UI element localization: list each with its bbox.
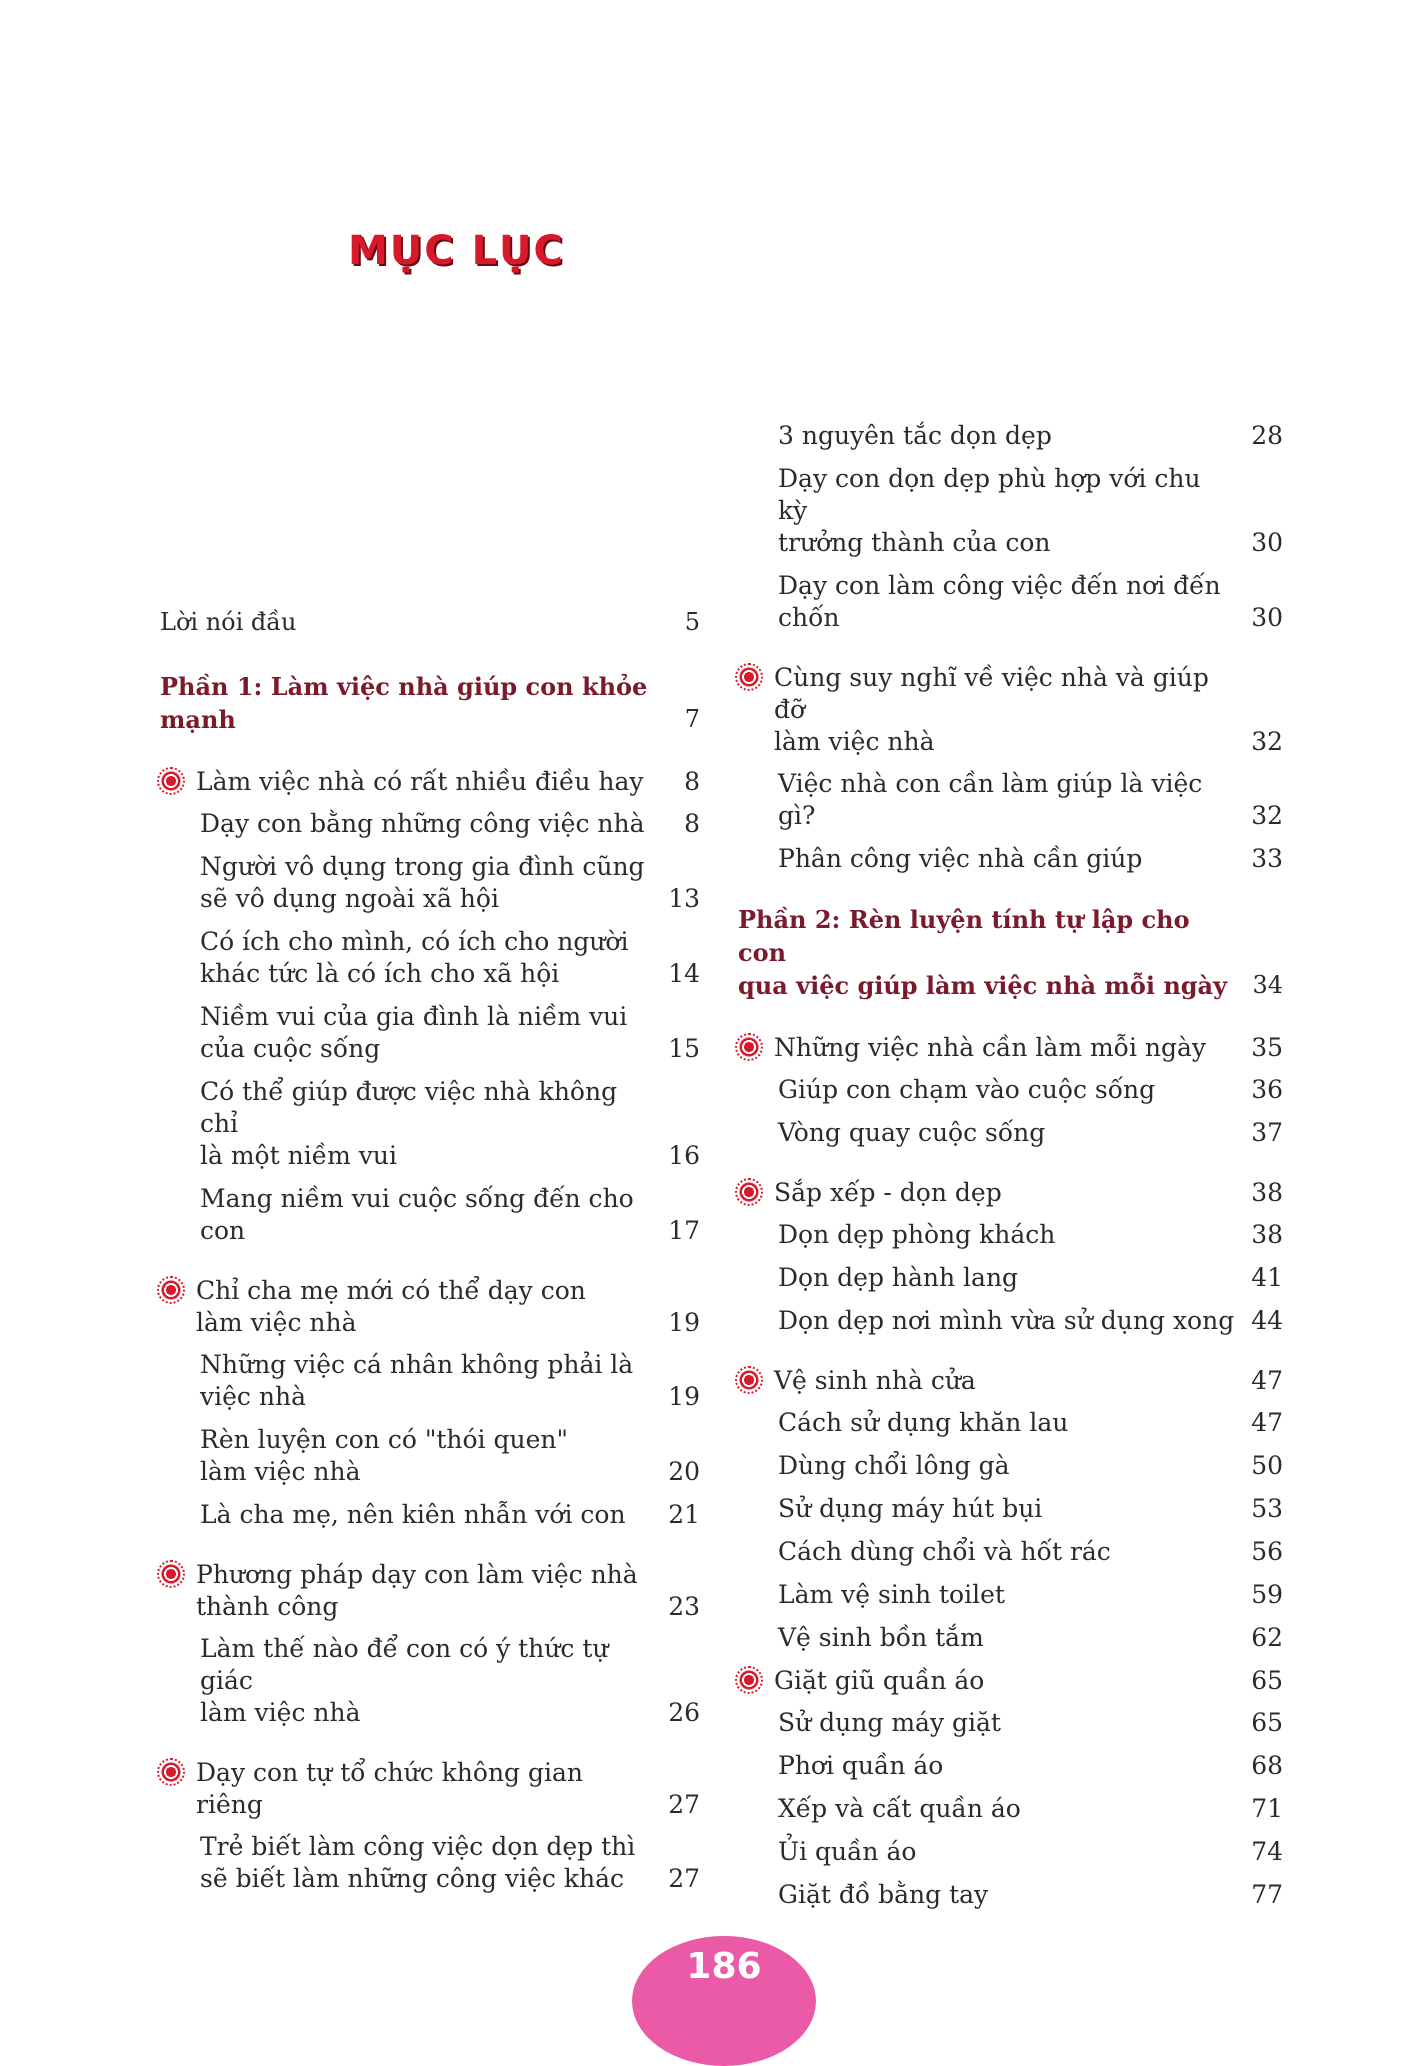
toc-entry-page: 62 xyxy=(1251,1623,1283,1652)
page-number: 186 xyxy=(686,1946,762,1987)
toc-entry-title: Dọn dẹp hành lang xyxy=(778,1263,1019,1292)
toc-entry-sub xyxy=(160,1633,700,1729)
toc-entry-sub xyxy=(738,843,1283,875)
toc-entry-title: Phơi quần áo xyxy=(778,1751,944,1780)
toc-entry-page: 35 xyxy=(1251,1033,1283,1062)
toc-entry-sub xyxy=(160,1424,700,1488)
toc-entry-page: 77 xyxy=(1251,1880,1283,1909)
toc-entry-title: Vệ sinh bồn tắm xyxy=(778,1623,984,1652)
toc-entry-sub xyxy=(738,463,1283,559)
toc-entry-sub xyxy=(738,1707,1283,1739)
toc-entry-page: 5 xyxy=(684,608,700,636)
toc-entry-chapter xyxy=(738,1032,1283,1064)
toc-entry-title: Rèn luyện con có "thói quen" làm việc nhà xyxy=(200,1425,568,1486)
toc-entry-page: 30 xyxy=(1251,603,1283,632)
toc-entry-sub xyxy=(738,420,1283,452)
toc-entry-title: Dạy con bằng những công việc nhà xyxy=(200,809,645,838)
toc-entry-title: Những việc cá nhân không phải là việc nhà xyxy=(200,1350,634,1411)
toc-entry-page: 47 xyxy=(1251,1408,1283,1437)
toc-entry-page: 36 xyxy=(1251,1075,1283,1104)
toc-right-column xyxy=(738,420,1283,1922)
chapter-bullet-icon xyxy=(738,1669,760,1691)
toc-entry-page: 41 xyxy=(1251,1263,1283,1292)
toc-entry-page: 38 xyxy=(1251,1178,1283,1207)
toc-entry-title: Mang niềm vui cuộc sống đến cho con xyxy=(200,1184,634,1245)
toc-entry-title: Giặt đồ bằng tay xyxy=(778,1880,989,1909)
toc-entry-page: 17 xyxy=(668,1216,700,1245)
toc-entry-sub xyxy=(738,570,1283,634)
toc-entry-title: Giặt giũ quần áo xyxy=(774,1666,985,1695)
toc-entry-title: Dạy con tự tổ chức không gian riêng xyxy=(196,1758,584,1819)
toc-entry-title: Dạy con dọn dẹp phù hợp với chu kỳ trưởng thành của con xyxy=(778,464,1201,557)
toc-entry-page: 53 xyxy=(1251,1494,1283,1523)
toc-entry-page: 71 xyxy=(1251,1794,1283,1823)
chapter-bullet-icon xyxy=(738,666,760,688)
toc-entry-sub xyxy=(160,926,700,990)
toc-entry-page: 33 xyxy=(1251,844,1283,873)
toc-entry-page: 20 xyxy=(668,1457,700,1486)
toc-entry-page: 38 xyxy=(1251,1220,1283,1249)
toc-entry-page: 65 xyxy=(1251,1666,1283,1695)
chapter-bullet-icon xyxy=(160,1563,182,1585)
toc-entry-chapter xyxy=(160,1757,700,1821)
toc-entry-page: 8 xyxy=(684,767,700,796)
toc-entry-title: Dọn dẹp nơi mình vừa sử dụng xong xyxy=(778,1306,1235,1335)
toc-entry-title: Sử dụng máy hút bụi xyxy=(778,1494,1043,1523)
toc-entry-title: Giúp con chạm vào cuộc sống xyxy=(778,1075,1156,1104)
toc-entry-title: Trẻ biết làm công việc dọn dẹp thì sẽ biết làm những công việc khác xyxy=(200,1832,636,1893)
toc-entry-sub xyxy=(738,1579,1283,1611)
toc-entry-sub xyxy=(160,851,700,915)
toc-entry-sub xyxy=(160,1001,700,1065)
toc-entry-sub xyxy=(738,1219,1283,1251)
toc-entry-plain xyxy=(160,606,700,638)
toc-entry-sub xyxy=(738,1305,1283,1337)
toc-entry-page: 74 xyxy=(1251,1837,1283,1866)
toc-entry-page: 14 xyxy=(668,959,700,988)
toc-entry-page: 47 xyxy=(1251,1366,1283,1395)
toc-entry-chapter xyxy=(160,1275,700,1339)
toc-entry-title: Cùng suy nghĩ về việc nhà và giúp đỡ làm việc nhà xyxy=(774,663,1209,756)
toc-entry-sub xyxy=(160,808,700,840)
toc-entry-page: 19 xyxy=(668,1382,700,1411)
toc-entry-sub xyxy=(738,1407,1283,1439)
toc-entry-sub xyxy=(738,1117,1283,1149)
toc-entry-sub xyxy=(738,1622,1283,1654)
toc-entry-sub xyxy=(160,1349,700,1413)
toc-entry-page: 13 xyxy=(668,884,700,913)
toc-entry-title: Vệ sinh nhà cửa xyxy=(774,1366,976,1395)
toc-entry-title: Phần 2: Rèn luyện tính tự lập cho con qua việc giúp làm việc nhà mỗi ngày xyxy=(738,905,1228,1000)
toc-entry-title: Cách dùng chổi và hốt rác xyxy=(778,1537,1111,1566)
toc-entry-title: Vòng quay cuộc sống xyxy=(778,1118,1046,1147)
chapter-bullet-icon xyxy=(738,1036,760,1058)
toc-entry-title: Chỉ cha mẹ mới có thể dạy con làm việc nhà xyxy=(196,1276,586,1337)
toc-entry-sub xyxy=(738,1793,1283,1825)
toc-entry-page: 32 xyxy=(1251,727,1283,756)
toc-entry-sub xyxy=(738,768,1283,832)
toc-entry-sub xyxy=(160,1183,700,1247)
toc-entry-title: Làm việc nhà có rất nhiều điều hay xyxy=(196,767,644,796)
toc-entry-title: Phần 1: Làm việc nhà giúp con khỏe mạnh xyxy=(160,672,648,734)
chapter-bullet-icon xyxy=(160,770,182,792)
toc-entry-title: Dạy con làm công việc đến nơi đến chốn xyxy=(778,571,1221,632)
toc-left-column xyxy=(160,600,700,1906)
chapter-bullet-icon xyxy=(160,1761,182,1783)
toc-entry-title: Phương pháp dạy con làm việc nhà thành công xyxy=(196,1560,638,1621)
toc-entry-page: 59 xyxy=(1251,1580,1283,1609)
toc-entry-part xyxy=(160,670,700,736)
toc-entry-page: 50 xyxy=(1251,1451,1283,1480)
toc-entry-page: 65 xyxy=(1251,1708,1283,1737)
toc-entry-title: Cách sử dụng khăn lau xyxy=(778,1408,1069,1437)
toc-entry-page: 7 xyxy=(684,705,700,733)
toc-entry-chapter xyxy=(738,1365,1283,1397)
toc-entry-sub xyxy=(738,1493,1283,1525)
toc-entry-page: 16 xyxy=(668,1141,700,1170)
toc-entry-chapter xyxy=(738,1177,1283,1209)
toc-entry-title: Xếp và cất quần áo xyxy=(778,1794,1021,1823)
toc-entry-title: Sử dụng máy giặt xyxy=(778,1708,1001,1737)
toc-entry-title: Người vô dụng trong gia đình cũng sẽ vô dụng ngoài xã hội xyxy=(200,852,645,913)
toc-entry-page: 23 xyxy=(668,1592,700,1621)
toc-entry-sub xyxy=(160,1831,700,1895)
toc-entry-sub xyxy=(160,1076,700,1172)
toc-entry-sub xyxy=(738,1750,1283,1782)
toc-entry-page: 15 xyxy=(668,1034,700,1063)
page-title: MỤC LỤC xyxy=(348,228,565,274)
chapter-bullet-icon xyxy=(738,1369,760,1391)
toc-entry-title: Việc nhà con cần làm giúp là việc gì? xyxy=(778,769,1203,830)
toc-entry-title: Là cha mẹ, nên kiên nhẫn với con xyxy=(200,1500,626,1529)
toc-entry-title: Có ích cho mình, có ích cho người khác tức là có ích cho xã hội xyxy=(200,927,629,988)
toc-entry-sub xyxy=(738,1879,1283,1911)
toc-entry-page: 30 xyxy=(1251,528,1283,557)
toc-entry-title: Những việc nhà cần làm mỗi ngày xyxy=(774,1033,1207,1062)
toc-entry-chapter xyxy=(160,1559,700,1623)
toc-entry-page: 68 xyxy=(1251,1751,1283,1780)
toc-entry-title: Phân công việc nhà cần giúp xyxy=(778,844,1143,873)
toc-entry-title: Có thể giúp được việc nhà không chỉ là một niềm vui xyxy=(200,1077,618,1170)
chapter-bullet-icon xyxy=(160,1279,182,1301)
toc-entry-page: 32 xyxy=(1251,801,1283,830)
toc-entry-page: 34 xyxy=(1252,971,1283,999)
toc-entry-sub xyxy=(738,1074,1283,1106)
toc-entry-page: 8 xyxy=(684,809,700,838)
toc-entry-title: 3 nguyên tắc dọn dẹp xyxy=(778,421,1052,450)
toc-entry-sub xyxy=(738,1536,1283,1568)
toc-entry-page: 37 xyxy=(1251,1118,1283,1147)
toc-entry-page: 27 xyxy=(668,1790,700,1819)
toc-entry-title: Làm vệ sinh toilet xyxy=(778,1580,1005,1609)
toc-entry-sub xyxy=(738,1450,1283,1482)
toc-entry-page: 44 xyxy=(1251,1306,1283,1335)
toc-entry-chapter xyxy=(160,766,700,798)
toc-entry-title: Ủi quần áo xyxy=(778,1837,917,1866)
toc-entry-chapter xyxy=(738,662,1283,758)
toc-entry-sub xyxy=(738,1262,1283,1294)
toc-entry-title: Lời nói đầu xyxy=(160,608,297,636)
toc-entry-title: Niềm vui của gia đình là niềm vui của cuộc sống xyxy=(200,1002,628,1063)
toc-entry-page: 21 xyxy=(668,1500,700,1529)
toc-entry-page: 19 xyxy=(668,1308,700,1337)
toc-entry-page: 26 xyxy=(668,1698,700,1727)
toc-entry-page: 28 xyxy=(1251,421,1283,450)
toc-entry-title: Dọn dẹp phòng khách xyxy=(778,1220,1056,1249)
toc-entry-sub xyxy=(160,1499,700,1531)
toc-entry-part xyxy=(738,903,1283,1002)
toc-entry-page: 27 xyxy=(668,1864,700,1893)
toc-entry-page: 56 xyxy=(1251,1537,1283,1566)
toc-entry-sub xyxy=(738,1836,1283,1868)
chapter-bullet-icon xyxy=(738,1181,760,1203)
toc-entry-title: Dùng chổi lông gà xyxy=(778,1451,1010,1480)
toc-entry-chapter xyxy=(738,1665,1283,1697)
toc-entry-title: Làm thế nào để con có ý thức tự giác làm việc nhà xyxy=(200,1634,609,1727)
toc-entry-title: Sắp xếp - dọn dẹp xyxy=(774,1178,1002,1207)
